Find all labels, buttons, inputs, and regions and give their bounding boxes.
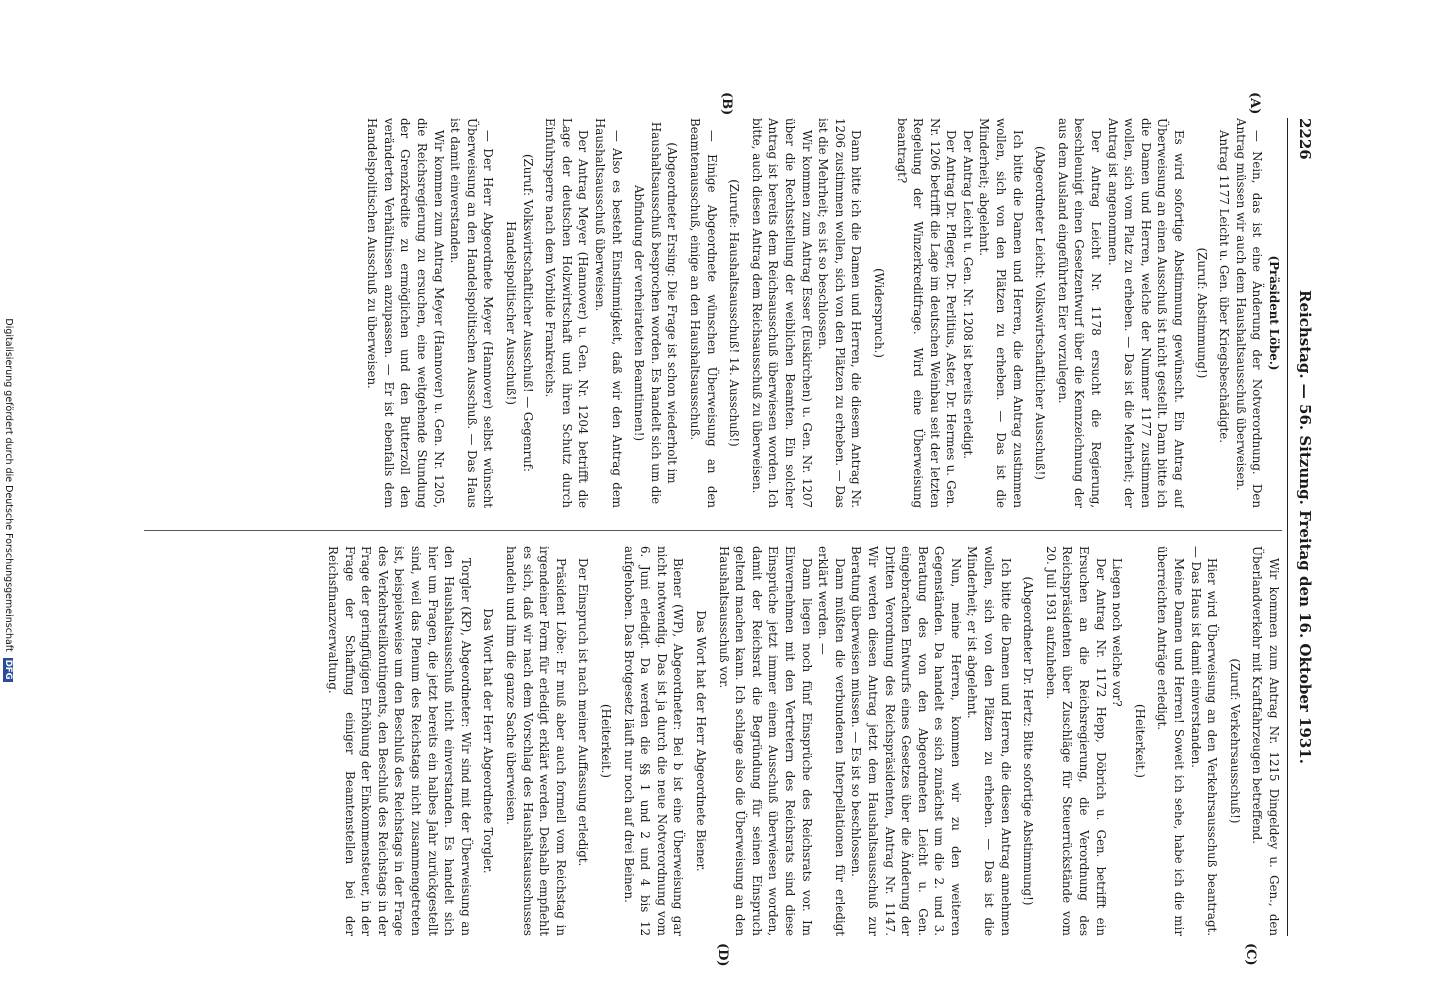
paragraph: Dann müßten die verbundenen Interpellationen für erledigt erklärt werden. — — [816, 546, 847, 936]
page-header — [1288, 118, 1316, 936]
interjection: (Zuruf: Volkswirtschaftlicher Ausschuß! — Gegenruf: Handelspolitischer Ausschuß!) — [504, 153, 535, 473]
digitization-footer — [3, 0, 14, 1000]
interjection: (Abgeordneter Leicht: Volkswirtschaftlicher Ausschuß!) — [1033, 146, 1048, 480]
paragraph: — Einige Abgeordnete wünschen Überweisung an den Beamtenausschuß, einige an den Haushaltsausschuß. — [688, 118, 719, 508]
margin-letter-d: (D) — [715, 943, 730, 967]
footer-text: Digitalisierung gefördert durch die Deutsche Forschungsgemeinschaft — [3, 318, 14, 652]
right-column — [144, 546, 1282, 936]
margin-letter-b: (B) — [719, 92, 734, 116]
speaker-call: Das Wort hat der Herr Abgeordnete Torgler. — [481, 608, 496, 874]
paragraph: Der Antrag Dr. Pfleger, Dr. Perlitius, Aster, Dr. Hermes u. Gen. Nr. 1206 betrifft die Lage im deutschen Weinbau seit der letzten Regelung der Winzerkreditfrage. Wird eine Überweisung beantragt? — [894, 118, 959, 508]
left-column — [144, 118, 1282, 508]
interjection: (Abgeordneter Ersing: Die Frage ist schon wiederholt im Haushaltsausschuß besprochen worden. Es handelt sich um die Abfindung der verheirateten Beamtinnen!) — [632, 121, 680, 505]
running-head: Reichstag. — 56. Sitzung. Freitag den 16. Oktober 1931. — [1296, 290, 1314, 764]
interjection: (Abgeordneter Dr. Hertz: Bitte sofortige Abstimmung!) — [1021, 576, 1036, 906]
paragraph: Der Antrag Nr. 1172 Hepp, Döbrich u. Gen. betrifft ein Ersuchen an die Reichsregierung, die Verordnung des Reichspräsidenten über Zuschläge für Steuerrückstände vom 20. Juli 1931 aufzuheben. — [1043, 546, 1108, 936]
paragraph: Wir kommen zum Antrag Esser (Euskirchen) u. Gen. Nr. 1207 über die Rechtsstellung der weiblichen Beamten. Ein solcher Antrag ist bereits dem Reichsausschuß überwiesen worden. Ich bitte, auch diesen Antrag dem Reichsausschuß zu überweisen. — [749, 118, 814, 508]
paragraph: Dann liegen noch fünf Einsprüche des Reichsrats vor. Im Einvernehmen mit den Vertretern des Reichsrats sind diese Einsprüche jetzt immer einem Ausschuß überwiesen worden, damit der Reichsrat die Begründung für seinen Einspruch geltend machen kann. Ich schlage also die Überweisung an den Haushaltsausschuß vor. — [716, 546, 814, 936]
speaker-call: Das Wort hat der Herr Abgeordnete Biener. — [694, 610, 708, 872]
paragraph: Wir kommen zum Antrag Meyer (Hannover) u. Gen. Nr. 1205, die Reichsregierung zu ersuchen, eine weitgehende Stundung der Grenzkredite zu ermöglichen und den Butterzoll den veränderten Verhältnissen anzupassen. — Er ist ebenfalls dem Handelspolitischen Ausschuß zu überweisen. — [365, 118, 446, 508]
paragraph: — Der Herr Abgeordnete Meyer (Hannover) selbst wünscht Überweisung an den Handelspolitischen Ausschuß. — Das Haus ist damit einverstanden. — [448, 118, 496, 508]
paragraph: Dann bitte ich die Damen und Herren, die diesem Antrag Nr. 1206 zustimmen wollen, sich von den Plätzen zu erheben. — Das ist die Mehrheit; es ist so beschlossen. — [816, 118, 864, 508]
paragraph: Der Antrag Meyer (Hannover) u. Gen. Nr. 1204 betrifft die Lage der deutschen Holzwirtschaft und ihren Schutz durch Einfuhrsperre nach dem Vorbilde Frankreichs. — [543, 118, 591, 508]
paragraph: Antrag 1177 Leicht u. Gen. über Kriegsbeschädigte. — [1217, 130, 1232, 443]
column-separator — [144, 530, 1282, 531]
paragraph: Ich bitte die Damen und Herren, die dem Antrag zustimmen wollen, sich von den Plätzen zu erheben. — Das ist die Minderheit; abgelehnt. — [977, 118, 1025, 508]
paragraph: Liegen noch welche vor? — [1110, 558, 1125, 707]
interjection: (Heiterkeit.) — [1132, 703, 1147, 778]
paragraph: Ich bitte die Damen und Herren, die diesen Antrag annehmen wollen, sich von den Plätzen zu erheben. — Das ist die Minderheit; er ist abgelehnt. — [965, 546, 1013, 936]
paragraph: Meine Damen und Herren! Soweit ich sehe, habe ich die mir überreichten Anträge erledigt. — [1155, 546, 1187, 936]
paragraph: Nun, meine Herren, kommen wir zu den weiteren Gegenständen. Da handelt es sich zunächst um die 2. und 3. Beratung des von den Abgeordneten Leicht u. Gen. eingebrachten Entwurfs eines Gesetzes über die Änderung der Dritten Verordnung des Reichspräsidenten, Antrag Nr. 1147. Wir werden diesen Antrag jetzt dem Haushaltsausschuß zur Beratung überweisen müssen. — Es ist so beschlossen. — [849, 546, 963, 936]
page-number: 2226 — [1296, 118, 1314, 160]
interjection: (Zurufe: Haushaltsausschuß! 14. Ausschuß!) — [727, 179, 742, 447]
paragraph: Wir kommen zum Antrag Nr. 1215 Dingeldey u. Gen., den Überlandverkehr mit Kraftfahrzeugen betreffend. — [1250, 546, 1281, 936]
speaker-heading: (Präsident Löbe.) — [1267, 255, 1281, 371]
margin-letter-c: (C) — [1243, 943, 1258, 966]
paragraph: Der Einspruch ist nach meiner Auffassung erledigt. — [576, 558, 591, 867]
speech-paragraph: Präsident Löbe: Er muß aber auch formell vom Reichstag in irgendeiner Form für erledigt erklärt werden. Deshalb empfiehlt es sich, daß wir nach dem Vorschlag des Haushaltsausschusses handeln und ihm die ganze Sache überweisen. — [504, 546, 568, 936]
paragraph: — Nein, das ist eine Änderung der Notverordnung. Den Antrag müssen wir auch dem Haushaltsausschuß überweisen. — [1233, 118, 1265, 508]
speech-paragraph: Biener (WP), Abgeordneter: Bei b ist eine Überweisung gar nicht notwendig. Das ist ja durch die neue Notverordnung vom 6. Juni erledigt. Da werden die §§ 1 und 2 und 4 bis 12 aufgehoben. Das Brotgesetz läuft nur noch auf drei Beinen. — [621, 546, 686, 936]
speech-paragraph: Torgler (KP), Abgeordneter: Wir sind mit der Überweisung an den Haushaltsausschuß nicht einverstanden. Es handelt sich hier um Fragen, die jetzt bereits ein halbes Jahr zurückgestellt sind, weil das Plenum des Reichstags nicht zusammengetreten ist, beispielsweise um den Beschluß des Reichstags in der Frage des Verkehrsteilkontingents, den Beschluß des Reichstags in der Frage der geringfügigen Erhöhung der Einkommensteuer, in der Frage der Schaffung einiger Beamtenstellen bei der Reichsfinanzverwaltung. — [326, 546, 473, 936]
interjection: (Heiterkeit.) — [599, 703, 614, 778]
interjection: (Widerspruch.) — [871, 268, 886, 358]
paragraph: Hier wird Überweisung an den Verkehrsausschuß beantragt. — Das Haus ist damit einverstanden. — [1188, 546, 1220, 936]
interjection: (Zuruf: Verkehrsausschuß!) — [1227, 658, 1242, 824]
margin-letter-a: (A) — [1247, 92, 1262, 115]
interjection: (Zuruf: Abstimmung!) — [1194, 247, 1209, 379]
paragraph: Der Antrag Leicht u. Gen. Nr. 1208 ist bereits erledigt. — [960, 130, 975, 460]
dfg-logo-icon: DFG — [3, 659, 13, 680]
paragraph: Der Antrag Leicht Nr. 1178 ersucht die Regierung, beschleunigt einen Gesetzentwurf über die Kennzeichnung der aus dem Ausland eingeführten Eier vorzulegen. — [1055, 118, 1104, 508]
paragraph: — Also es besteht Einstimmigkeit, daß wir den Antrag dem Haushaltsausschuß überweisen. — [593, 118, 624, 508]
paragraph: Es wird sofortige Abstimmung gewünscht. Ein Antrag auf Überweisung an einen Ausschuß ist nicht gestellt. Dann bitte ich die Damen und Herren, welche der Nummer 1177 zustimmen wollen, sich vom Platz zu erheben. — Das ist die Mehrheit; der Antrag ist angenommen. — [1105, 118, 1187, 508]
header-rule — [1287, 118, 1288, 936]
